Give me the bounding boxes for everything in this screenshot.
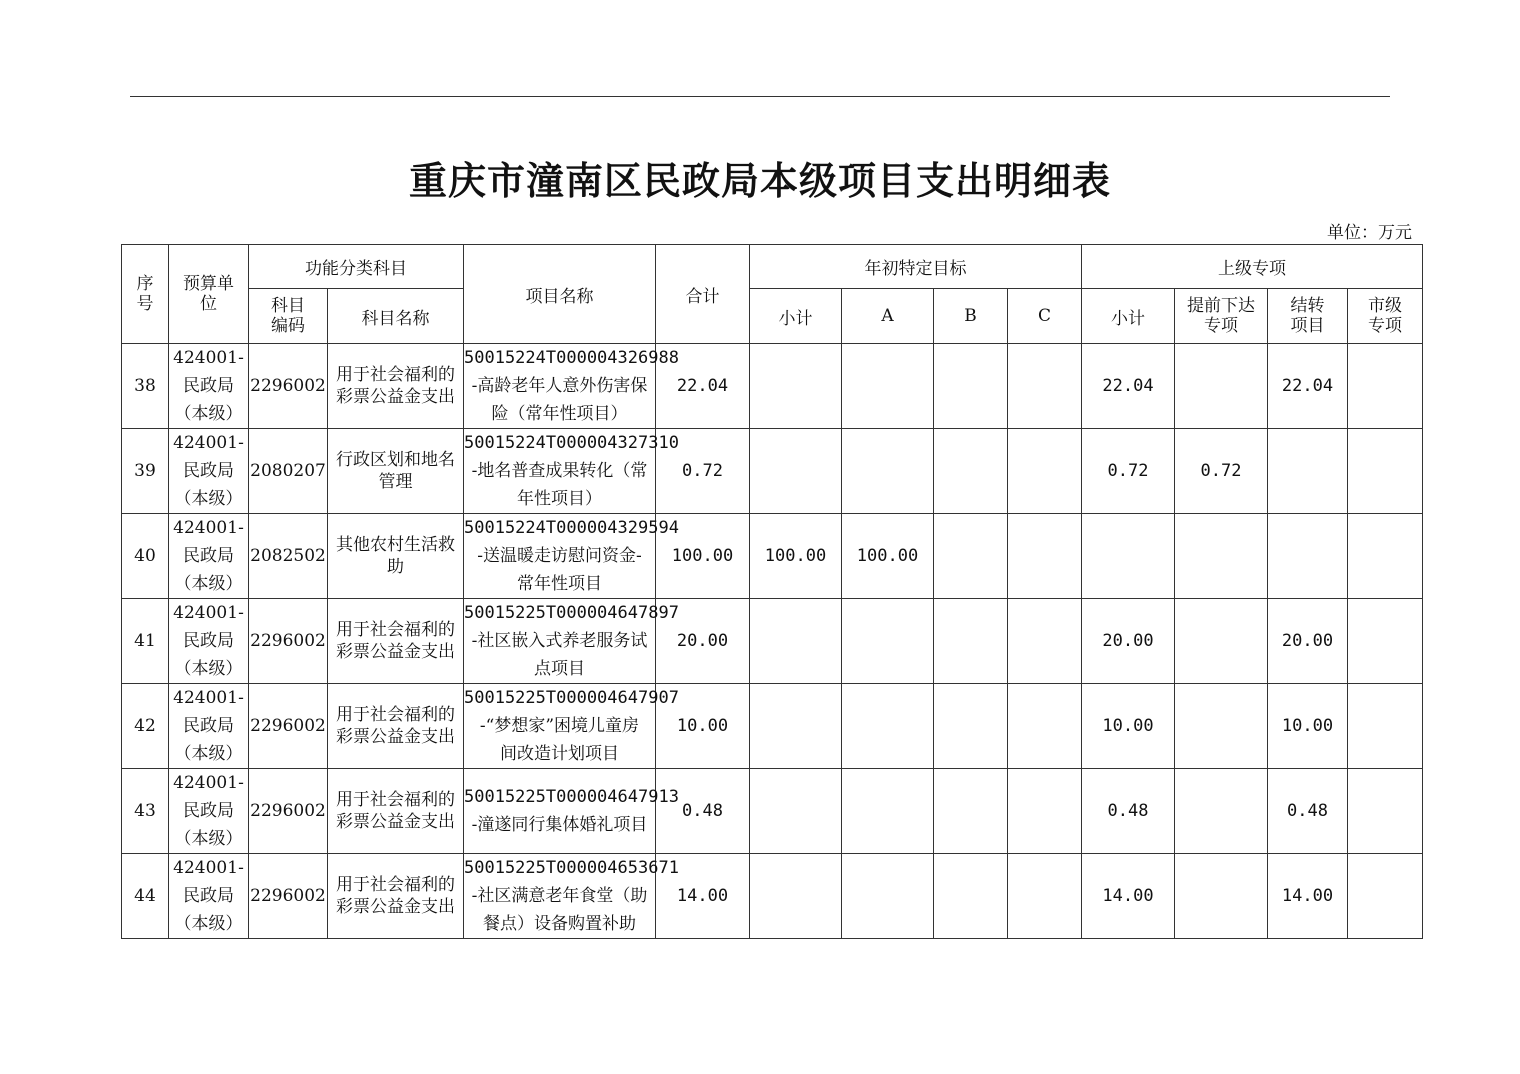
budget-unit-line: 424001- xyxy=(173,688,244,708)
row-amount-t-sub xyxy=(750,599,842,684)
row-amount-u-sub: 0.48 xyxy=(1082,769,1175,854)
row-amount-u-sub: 22.04 xyxy=(1082,344,1175,429)
row-amount-t-b xyxy=(934,429,1008,514)
col-project-name: 项目名称 xyxy=(464,245,656,344)
row-seq: 40 xyxy=(122,514,169,599)
row-subject-name: 用于社会福利的彩票公益金支出 xyxy=(328,599,464,684)
project-name-line: -社区满意老年食堂（助 xyxy=(471,886,648,906)
col-target-c: C xyxy=(1008,289,1082,344)
row-amount-u-city xyxy=(1348,599,1423,684)
budget-unit-line: 424001- xyxy=(173,603,244,623)
row-amount-u-sub: 20.00 xyxy=(1082,599,1175,684)
row-subject-code: 2296002 xyxy=(249,684,328,769)
budget-unit-line: 424001- xyxy=(173,858,244,878)
row-amount-t-c xyxy=(1008,769,1082,854)
row-amount-u-carry: 10.00 xyxy=(1268,684,1348,769)
col-seq: 序 号 xyxy=(122,245,169,344)
row-amount-total: 0.72 xyxy=(656,429,750,514)
project-name-line: 50015225T000004647907 xyxy=(464,688,679,708)
project-name-line: 常年性项目 xyxy=(517,574,602,594)
budget-unit-line: （本级） xyxy=(174,659,243,679)
row-amount-u-adv xyxy=(1175,344,1268,429)
row-amount-u-carry xyxy=(1268,514,1348,599)
project-name-line: 点项目 xyxy=(534,659,585,679)
row-amount-t-b xyxy=(934,599,1008,684)
col-budget-unit: 预算单 位 xyxy=(169,245,249,344)
row-amount-u-sub xyxy=(1082,514,1175,599)
budget-unit-line: 民政局 xyxy=(183,461,234,481)
col-target-a: A xyxy=(842,289,934,344)
budget-unit-line: 424001- xyxy=(173,518,244,538)
row-amount-u-carry xyxy=(1268,429,1348,514)
row-amount-total: 14.00 xyxy=(656,854,750,939)
project-name-line: 50015224T000004327310 xyxy=(464,433,679,453)
header-rule xyxy=(130,96,1390,97)
project-name-line: 50015225T000004653671 xyxy=(464,858,679,878)
col-group-upper: 上级专项 xyxy=(1082,245,1423,289)
project-name-line: 50015225T000004647897 xyxy=(464,603,679,623)
project-name-line: 餐点）设备购置补助 xyxy=(483,914,636,934)
project-name-line: -地名普查成果转化（常 xyxy=(471,461,648,481)
row-amount-t-b xyxy=(934,769,1008,854)
budget-unit-line: （本级） xyxy=(174,489,243,509)
row-amount-t-sub: 100.00 xyxy=(750,514,842,599)
row-subject-name: 用于社会福利的彩票公益金支出 xyxy=(328,684,464,769)
row-seq: 43 xyxy=(122,769,169,854)
row-budget-unit xyxy=(169,514,249,599)
header-row-2 xyxy=(122,289,1423,344)
project-name-line: -潼遂同行集体婚礼项目 xyxy=(471,815,648,835)
row-amount-t-b xyxy=(934,514,1008,599)
row-amount-u-sub: 10.00 xyxy=(1082,684,1175,769)
unit-label: 单位：万元 xyxy=(1327,223,1412,243)
col-upper-subtotal: 小计 xyxy=(1082,289,1175,344)
row-subject-code: 2296002 xyxy=(249,344,328,429)
row-amount-t-b xyxy=(934,854,1008,939)
col-upper-carryover: 结转 项目 xyxy=(1268,289,1348,344)
row-subject-name: 用于社会福利的彩票公益金支出 xyxy=(328,769,464,854)
row-amount-u-adv: 0.72 xyxy=(1175,429,1268,514)
budget-unit-line: 民政局 xyxy=(183,376,234,396)
project-name-line: -“梦想家”困境儿童房 xyxy=(479,716,640,736)
project-name-line: -高龄老年人意外伤害保 xyxy=(471,376,648,396)
row-amount-t-a xyxy=(842,344,934,429)
row-budget-unit xyxy=(169,599,249,684)
row-budget-unit xyxy=(169,344,249,429)
table-row xyxy=(122,684,1423,769)
project-name-line: 50015224T000004329594 xyxy=(464,518,679,538)
row-subject-code: 2296002 xyxy=(249,599,328,684)
row-amount-t-c xyxy=(1008,429,1082,514)
row-amount-t-c xyxy=(1008,599,1082,684)
row-amount-total: 20.00 xyxy=(656,599,750,684)
row-subject-code: 2296002 xyxy=(249,769,328,854)
expenditure-table xyxy=(121,244,1423,939)
row-amount-t-a: 100.00 xyxy=(842,514,934,599)
budget-unit-line: 民政局 xyxy=(183,801,234,821)
budget-unit-line: 424001- xyxy=(173,433,244,453)
budget-unit-line: （本级） xyxy=(174,914,243,934)
table-body xyxy=(122,344,1423,939)
row-seq: 38 xyxy=(122,344,169,429)
row-amount-t-sub xyxy=(750,684,842,769)
row-budget-unit xyxy=(169,769,249,854)
row-amount-t-c xyxy=(1008,684,1082,769)
row-amount-u-carry: 0.48 xyxy=(1268,769,1348,854)
table-row xyxy=(122,599,1423,684)
budget-unit-line: 民政局 xyxy=(183,631,234,651)
project-name-line: 50015225T000004647913 xyxy=(464,787,679,807)
row-amount-t-c xyxy=(1008,344,1082,429)
header-row-1 xyxy=(122,245,1423,289)
col-target-b: B xyxy=(934,289,1008,344)
table-row xyxy=(122,344,1423,429)
row-amount-u-city xyxy=(1348,684,1423,769)
budget-unit-line: 民政局 xyxy=(183,716,234,736)
row-project-name xyxy=(464,344,679,429)
row-subject-code: 2296002 xyxy=(249,854,328,939)
col-group-targets: 年初特定目标 xyxy=(750,245,1082,289)
row-amount-t-a xyxy=(842,684,934,769)
project-name-line: 间改造计划项目 xyxy=(500,744,619,764)
col-target-subtotal: 小计 xyxy=(750,289,842,344)
row-project-name xyxy=(464,514,679,599)
row-amount-total: 0.48 xyxy=(656,769,750,854)
row-subject-name: 用于社会福利的彩票公益金支出 xyxy=(328,344,464,429)
col-subject-code: 科目 编码 xyxy=(249,289,328,344)
row-subject-code: 2080207 xyxy=(249,429,328,514)
row-amount-u-city xyxy=(1348,769,1423,854)
row-amount-total: 100.00 xyxy=(656,514,750,599)
row-seq: 44 xyxy=(122,854,169,939)
row-amount-u-carry: 22.04 xyxy=(1268,344,1348,429)
row-amount-t-a xyxy=(842,769,934,854)
row-amount-u-adv xyxy=(1175,769,1268,854)
row-amount-t-sub xyxy=(750,344,842,429)
row-project-name xyxy=(464,429,679,514)
col-upper-city: 市级 专项 xyxy=(1348,289,1423,344)
page-title: 重庆市潼南区民政局本级项目支出明细表 xyxy=(408,158,1111,203)
row-seq: 41 xyxy=(122,599,169,684)
row-subject-name: 行政区划和地名管理 xyxy=(328,429,464,514)
budget-unit-line: （本级） xyxy=(174,404,243,424)
table-row xyxy=(122,429,1423,514)
row-amount-u-city xyxy=(1348,514,1423,599)
budget-unit-line: （本级） xyxy=(174,829,243,849)
col-subject-name: 科目名称 xyxy=(328,289,464,344)
row-amount-u-carry: 14.00 xyxy=(1268,854,1348,939)
row-amount-total: 22.04 xyxy=(656,344,750,429)
row-amount-u-adv xyxy=(1175,854,1268,939)
budget-unit-line: 424001- xyxy=(173,348,244,368)
row-amount-total: 10.00 xyxy=(656,684,750,769)
row-project-name xyxy=(464,684,679,769)
row-seq: 39 xyxy=(122,429,169,514)
table-row xyxy=(122,769,1423,854)
budget-unit-line: 民政局 xyxy=(183,886,234,906)
row-seq: 42 xyxy=(122,684,169,769)
budget-unit-line: 424001- xyxy=(173,773,244,793)
row-amount-u-sub: 0.72 xyxy=(1082,429,1175,514)
row-amount-u-sub: 14.00 xyxy=(1082,854,1175,939)
row-project-name xyxy=(464,854,679,939)
col-total: 合计 xyxy=(656,245,750,344)
row-amount-t-sub xyxy=(750,429,842,514)
budget-unit-line: （本级） xyxy=(174,744,243,764)
row-project-name xyxy=(464,769,679,854)
row-amount-t-sub xyxy=(750,854,842,939)
project-name-line: -社区嵌入式养老服务试 xyxy=(471,631,648,651)
row-amount-u-adv xyxy=(1175,684,1268,769)
project-name-line: 险（常年性项目） xyxy=(491,404,628,424)
row-amount-u-city xyxy=(1348,854,1423,939)
row-project-name xyxy=(464,599,679,684)
table-row xyxy=(122,514,1423,599)
row-budget-unit xyxy=(169,854,249,939)
row-amount-t-a xyxy=(842,429,934,514)
project-name-line: 50015224T000004326988 xyxy=(464,348,679,368)
row-subject-name: 用于社会福利的彩票公益金支出 xyxy=(328,854,464,939)
row-amount-t-c xyxy=(1008,854,1082,939)
budget-unit-line: 民政局 xyxy=(183,546,234,566)
row-amount-t-sub xyxy=(750,769,842,854)
col-group-function: 功能分类科目 xyxy=(249,245,464,289)
project-name-line: -送温暖走访慰问资金- xyxy=(477,546,642,566)
row-amount-t-a xyxy=(842,854,934,939)
budget-unit-line: （本级） xyxy=(174,574,243,594)
row-subject-name: 其他农村生活救助 xyxy=(328,514,464,599)
row-amount-u-adv xyxy=(1175,599,1268,684)
row-amount-u-city xyxy=(1348,344,1423,429)
row-amount-u-carry: 20.00 xyxy=(1268,599,1348,684)
row-amount-u-city xyxy=(1348,429,1423,514)
row-amount-t-c xyxy=(1008,514,1082,599)
row-amount-t-b xyxy=(934,344,1008,429)
row-budget-unit xyxy=(169,429,249,514)
row-amount-t-a xyxy=(842,599,934,684)
row-amount-t-b xyxy=(934,684,1008,769)
row-budget-unit xyxy=(169,684,249,769)
col-upper-advance: 提前下达 专项 xyxy=(1175,289,1268,344)
table-row xyxy=(122,854,1423,939)
row-subject-code: 2082502 xyxy=(249,514,328,599)
row-amount-u-adv xyxy=(1175,514,1268,599)
project-name-line: 年性项目） xyxy=(517,489,602,509)
